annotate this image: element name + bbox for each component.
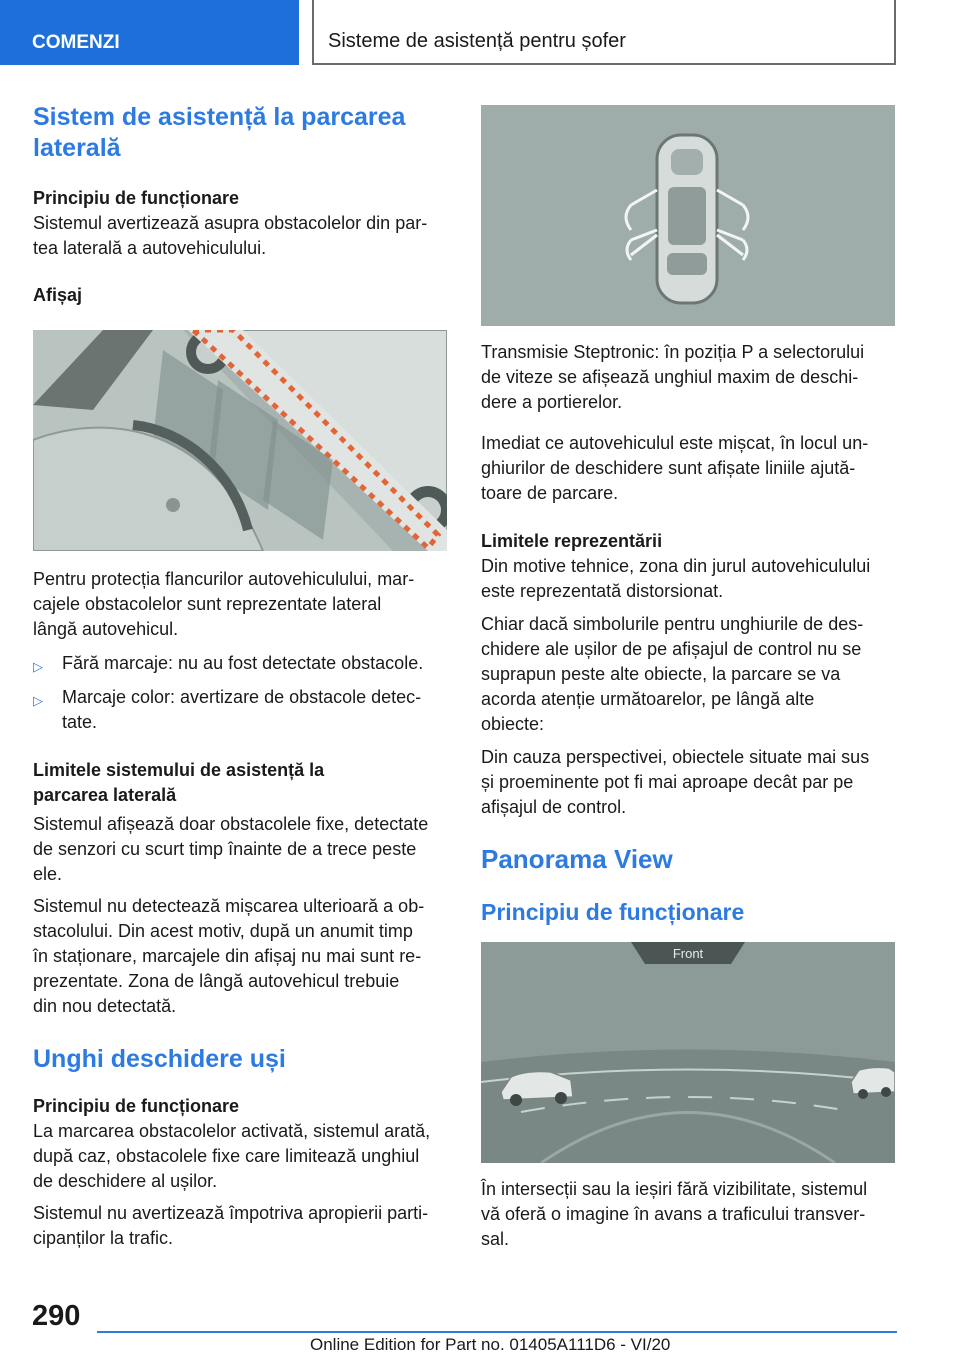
list-item: ▷ Fără marcaje: nu au fost detectate obstacole. (33, 653, 424, 674)
panorama-illustration (481, 942, 895, 1163)
imediat-text: Imediat ce autovehiculul este mișcat, în locul un- ghiurilor de deschidere sunt afișate liniile ajută- toare de parcare. (481, 433, 869, 503)
subheading-principiu: Principiu de funcționare (33, 188, 240, 208)
side-parking-illustration (33, 330, 447, 551)
left-column (33, 100, 448, 1251)
door-angle-image (481, 105, 895, 326)
unghi-text-2: Sistemul nu avertizează împotriva apropierii parti- cipanților la trafic. (33, 1203, 429, 1248)
footer-divider (97, 1331, 897, 1333)
list-item: ▷ Marcaje color: avertizare de obstacole detec- tate. (33, 687, 422, 732)
chiar-text: Chiar dacă simbolurile pentru unghiurile de des- chidere ale ușilor de pe afișajul de control nu se suprapun peste alte obiecte, la parcare se va acorda atenție următoarelor, pe lângă alte obiecte: (481, 614, 864, 734)
limite-text-1: Sistemul afișează doar obstacolele fixe, detectate de senzori cu scurt timp înainte de a trece peste ele. (33, 814, 429, 884)
subheading-afisaj: Afișaj (33, 285, 83, 305)
transmisie-text: Transmisie Steptronic: în poziția P a selectorului de viteze se afișează unghiul maxim de deschi- dere a portierelor. (481, 342, 865, 412)
section-heading-panorama: Panorama View (481, 844, 673, 874)
panorama-view-image (481, 942, 895, 1163)
door-angle-illustration (481, 105, 895, 326)
intersectii-text: În intersecții sau la ieșiri fără vizibilitate, sistemul vă oferă o imagine în avans a traficului transver- sal. (481, 1179, 868, 1249)
subheading-limitele-reprezentarii: Limitele reprezentării (481, 531, 663, 551)
page-number: 290 (32, 1300, 81, 1332)
limite-text-2: Sistemul nu detectează mișcarea ulterioară a ob- stacolului. Din acest motiv, după un anumit timp în staționare, marcajele din afișaj nu mai sunt re- prezentate. Zona de lângă autovehicul trebuie din nou detectată. (33, 896, 425, 1016)
edition-text: Online Edition for Part no. 01405A111D6 - VI/20 (310, 1335, 671, 1354)
perspectivei-text: Din cauza perspectivei, obiectele situate mai sus și proeminente pot fi mai aproape decât par pe afișajul de control. (481, 747, 870, 817)
section-tab[interactable]: COMENZI (0, 0, 299, 65)
subheading-limite: Limitele sistemului de asistență la parcarea laterală (33, 760, 325, 805)
protectie-text: Pentru protecția flancurilor autovehiculului, mar- cajele obstacolelor sunt reprezentate lateral lângă autovehicul. (33, 569, 415, 639)
right-column (481, 105, 896, 1252)
section-heading-unghi: Unghi deschidere uși (33, 1045, 286, 1073)
motive-text: Din motive tehnice, zona din jurul autovehiculului este reprezentată distorsionat. (481, 556, 871, 601)
subheading-panorama-principiu: Principiu de funcționare (481, 899, 745, 925)
front-label: Front (672, 946, 704, 961)
subheading-unghi-principiu: Principiu de funcționare (33, 1096, 240, 1116)
marcaje-list (33, 651, 448, 735)
section-heading-parcare: Sistem de asistență la parcarea laterală (33, 103, 406, 162)
unghi-text-1: La marcarea obstacolelor activată, sistemul arată, după caz, obstacolele fixe care limitează unghiul de deschidere al ușilor. (33, 1121, 431, 1191)
chapter-title: Sisteme de asistență pentru șofer (312, 0, 896, 65)
principiu-text: Sistemul avertizează asupra obstacolelor din par- tea laterală a autovehiculului. (33, 213, 428, 258)
side-parking-image (33, 330, 447, 551)
